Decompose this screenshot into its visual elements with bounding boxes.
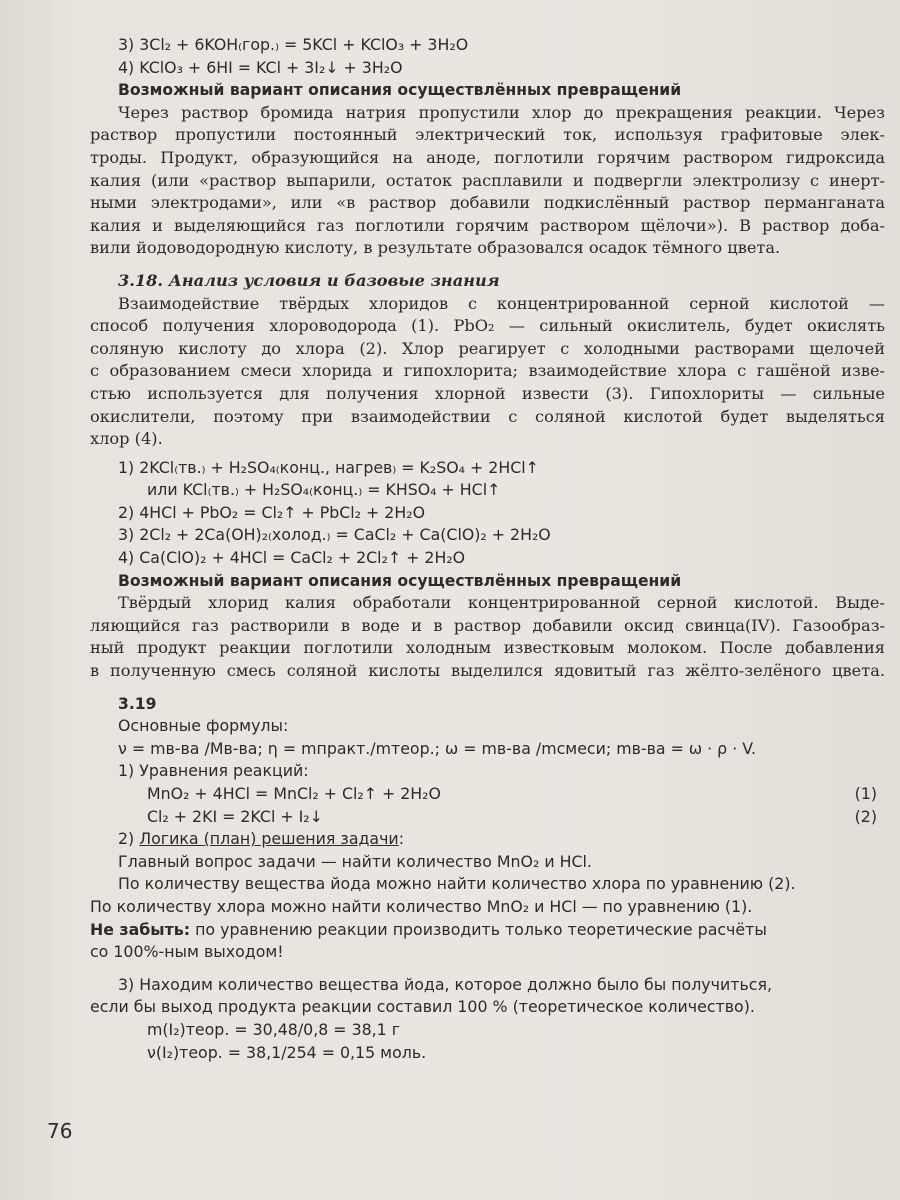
equation-1-kcl: 1) 2KCl₍тв.₎ + H₂SO₄₍конц., нагрев₎ = K₂SO₄ + 2HCl↑: [118, 457, 539, 477]
dont-forget-label: Не забыть:: [90, 919, 191, 939]
paragraph-line: хлор (4).: [90, 429, 163, 449]
paragraph-line: ный продукт реакции поглотили холодным известковым молоком. После добавления: [90, 638, 885, 658]
solution-logic-label: 2) Логика (план) решения задачи:: [118, 829, 405, 849]
paragraph-line: ляющийся газ растворили в воде и в раствор добавили оксид свинца(IV). Газообраз-: [90, 615, 885, 635]
paragraph-line: стью используется для получения хлорной извести (3). Гипохлориты — сильные: [90, 383, 885, 403]
page-content: [90, 34, 885, 1064]
equation-2-pbo2: 2) 4HCl + PbO₂ = Cl₂↑ + PbCl₂ + 2H₂O: [118, 502, 426, 522]
calc-amount-i2: ν(I₂)теор. = 38,1/254 = 0,15 моль.: [147, 1042, 427, 1062]
page-number: 76: [47, 1119, 73, 1143]
paragraph-line: Взаимодействие твёрдых хлоридов с концентрированной серной кислотой —: [118, 293, 885, 313]
equation-4-caclo2: 4) Ca(ClO)₂ + 4HCl = CaCl₂ + 2Cl₂↑ + 2H₂O: [118, 548, 466, 568]
paragraph-line: в полученную смесь соляной кислоты выделился ядовитый газ жёлто-зелёного цвета.: [90, 661, 885, 681]
dont-forget-note: Не забыть: по уравнению реакции производить только теоретические расчёты: [90, 919, 767, 939]
section-heading-description-2: Возможный вариант описания осуществлённых превращений: [118, 571, 682, 590]
section-heading-3-19: 3.19: [118, 694, 157, 713]
equation-1-alt-kcl: или KCl₍тв.₎ + H₂SO₄₍конц.₎ = KHSO₄ + HCl↑: [147, 480, 501, 500]
equation-ki: Cl₂ + 2KI = 2KCl + I₂↓ (2): [90, 806, 885, 829]
paragraph-line: способ получения хлороводорода (1). PbO₂ — сильный окислитель, будет окислять: [90, 316, 885, 336]
paragraph-line: калия (или «раствор выпарили, остаток расплавили и подвергли электролизу с инерт-: [90, 170, 885, 190]
equation-4-hi: 4) KClO₃ + 6HI = KCl + 3I₂↓ + 3H₂O: [118, 57, 403, 77]
step-3-line: если бы выход продукта реакции составил 100 % (теоретическое количество).: [90, 997, 755, 1017]
paragraph-line: раствор пропустили постоянный электрический ток, используя графитовые элек-: [90, 125, 885, 145]
basic-formulas-label: Основные формулы:: [118, 716, 289, 736]
equation-number: (1): [854, 784, 877, 803]
paragraph-line: Через раствор бромида натрия пропустили хлор до прекращения реакции. Через: [118, 102, 885, 122]
main-question: Главный вопрос задачи — найти количество MnO₂ и HCl.: [118, 851, 592, 871]
paragraph-line: окислители, поэтому при взаимодействии с соляной кислотой будет выделяться: [90, 406, 885, 426]
paragraph-line: вили йодоводородную кислоту, в результате образовался осадок тёмного цвета.: [90, 238, 781, 258]
logic-line: По количеству хлора можно найти количество MnO₂ и HCl — по уравнению (1).: [90, 896, 753, 916]
step-3-line: 3) Находим количество вещества йода, которое должно было бы получиться,: [118, 974, 772, 994]
equation-3-koh: 3) 3Cl₂ + 6KOH₍гор.₎ = 5KCl + KClO₃ + 3H₂O: [118, 35, 469, 54]
calc-mass-i2: m(I₂)теор. = 30,48/0,8 = 38,1 г: [147, 1019, 401, 1039]
equation-3-caoh2: 3) 2Cl₂ + 2Ca(OH)₂₍холод.₎ = CaCl₂ + Ca(ClO)₂ + 2H₂O: [118, 525, 551, 545]
section-heading-3-18: 3.18. Анализ условия и базовые знания: [118, 270, 500, 290]
paragraph-line: Твёрдый хлорид калия обработали концентрированной серной кислотой. Выде-: [118, 593, 885, 613]
logic-line: По количеству вещества йода можно найти количество хлора по уравнению (2).: [118, 874, 796, 894]
equation-number: (2): [854, 806, 877, 826]
paragraph-line: калия и выделяющийся газ поглотили горячим раствором щёлочи»). В раствор доба-: [90, 215, 885, 235]
section-heading-description-1: Возможный вариант описания осуществлённых превращений: [118, 81, 682, 100]
paragraph-line: ными электродами», или «в раствор добавили подкислённый раствор перманганата: [90, 193, 885, 213]
paragraph-line: соляную кислоту до хлора (2). Хлор реагирует с холодными растворами щелочей: [90, 338, 885, 358]
equation-mno2: MnO₂ + 4HCl = MnCl₂ + Cl₂↑ + 2H₂O (1): [90, 783, 885, 806]
reaction-equations-label: 1) Уравнения реакций:: [118, 761, 309, 781]
paragraph-line: с образованием смеси хлорида и гипохлорита; взаимодействие хлора с гашёной изве-: [90, 361, 885, 381]
paragraph-line: троды. Продукт, образующийся на аноде, поглотили горячим раствором гидроксида: [90, 147, 885, 167]
dont-forget-continuation: со 100%-ным выходом!: [90, 942, 284, 962]
basic-formulas: ν = mв-ва /Mв-ва; η = mпракт./mтеор.; ω = mв-ва /mсмеси; mв-ва = ω · ρ · V.: [118, 738, 757, 758]
